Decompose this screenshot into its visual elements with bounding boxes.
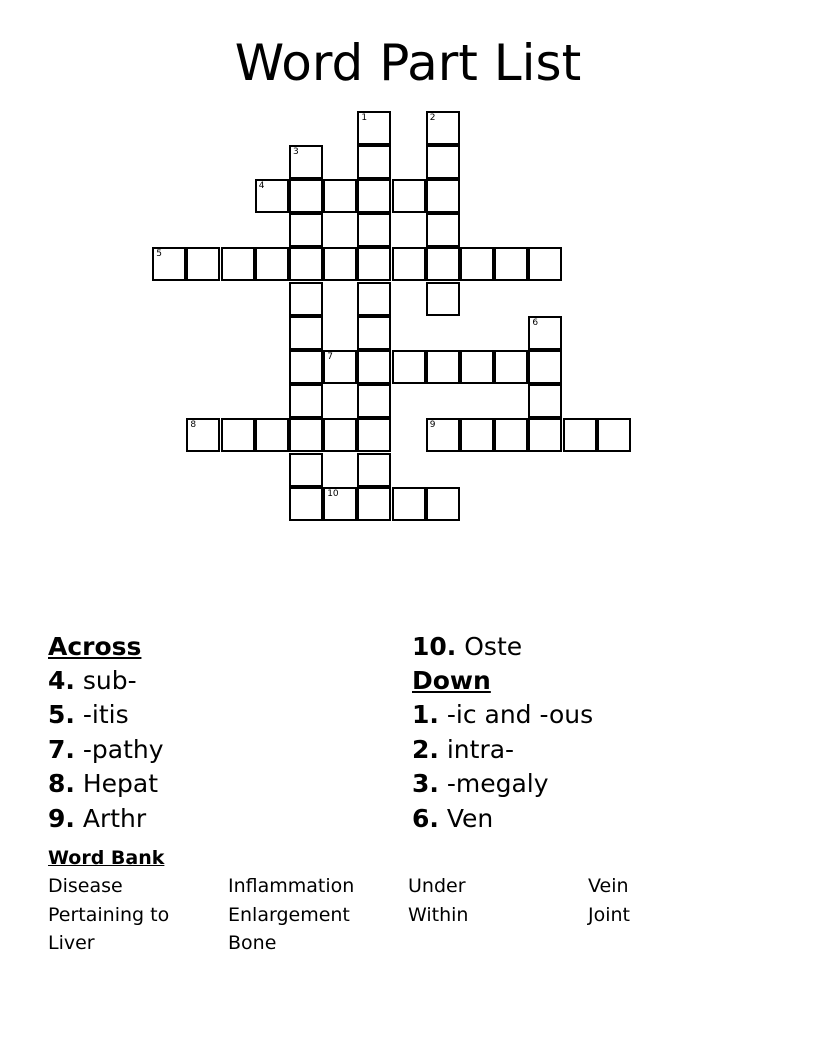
crossword-cell[interactable] <box>426 487 460 521</box>
crossword-cell[interactable] <box>494 247 528 281</box>
word-bank-item: Vein <box>588 875 629 897</box>
clue-number: 7. <box>48 734 75 764</box>
clue-number: 3. <box>412 769 439 799</box>
crossword-cell[interactable] <box>460 247 494 281</box>
crossword-cell[interactable] <box>357 487 391 521</box>
across-clue <box>48 664 408 698</box>
crossword-cell[interactable] <box>426 179 460 213</box>
down-clue <box>412 802 772 836</box>
word-bank-title: Word Bank <box>48 847 165 869</box>
clue-text: Ven <box>446 803 494 833</box>
crossword-cell[interactable] <box>426 418 460 452</box>
crossword-cell[interactable] <box>528 418 562 452</box>
crossword-cell[interactable] <box>392 487 426 521</box>
word-bank-list <box>48 872 788 958</box>
crossword-cell[interactable] <box>426 350 460 384</box>
cell-number: 4 <box>258 181 265 191</box>
crossword-cell[interactable] <box>426 111 460 145</box>
crossword-cell[interactable] <box>221 247 255 281</box>
down-clue <box>412 733 772 767</box>
crossword-cell[interactable] <box>323 418 357 452</box>
clue-text: -megaly <box>446 769 549 799</box>
crossword-cell[interactable] <box>426 145 460 179</box>
word-bank-item: Under <box>408 875 466 897</box>
crossword-cell[interactable] <box>528 316 562 350</box>
crossword-cell[interactable] <box>357 282 391 316</box>
clue-text: sub- <box>82 666 137 695</box>
word-bank <box>48 844 788 958</box>
word-bank-item: Disease <box>48 875 123 897</box>
cell-number: 5 <box>156 249 162 260</box>
crossword-cell[interactable] <box>357 453 391 487</box>
clues-column-left <box>48 630 408 836</box>
crossword-cell[interactable] <box>289 145 323 179</box>
crossword-cell[interactable] <box>289 247 323 281</box>
crossword-cell[interactable] <box>186 418 220 452</box>
clue-number: 1. <box>412 700 439 730</box>
crossword-cell[interactable] <box>357 316 391 350</box>
crossword-cell[interactable] <box>494 418 528 452</box>
cell-number: 3 <box>293 146 299 157</box>
crossword-cell[interactable] <box>289 350 323 384</box>
clue-number: 5. <box>48 700 75 730</box>
crossword-cell[interactable] <box>323 487 357 521</box>
crossword-cell[interactable] <box>460 418 494 452</box>
clue-number: 4. <box>48 666 75 695</box>
cell-number: 8 <box>190 420 197 431</box>
crossword-cell[interactable] <box>426 282 460 316</box>
crossword-cell[interactable] <box>460 350 494 384</box>
crossword-cell[interactable] <box>289 487 323 521</box>
across-heading: Across <box>48 632 142 661</box>
page-title: Word Part List <box>234 34 582 92</box>
across-clue <box>48 767 408 801</box>
crossword-cell[interactable] <box>528 384 562 418</box>
crossword-cell[interactable] <box>528 247 562 281</box>
cell-number: 9 <box>429 420 436 431</box>
clue-number: 9. <box>48 803 75 833</box>
crossword-cell[interactable] <box>597 418 631 452</box>
crossword-cell[interactable] <box>152 247 186 281</box>
across-clue <box>48 698 408 732</box>
cell-number: 2 <box>429 112 436 123</box>
crossword-cell[interactable] <box>289 213 323 247</box>
crossword-cell[interactable] <box>563 418 597 452</box>
clue-number: 6. <box>412 803 439 833</box>
crossword-cell[interactable] <box>357 247 391 281</box>
word-bank-item: Liver <box>48 932 95 954</box>
clue-number: 10. <box>412 632 457 661</box>
crossword-cell[interactable] <box>392 350 426 384</box>
clue-text: Hepat <box>82 769 159 799</box>
crossword-cell[interactable] <box>528 350 562 384</box>
crossword-cell[interactable] <box>255 247 289 281</box>
clue-text: -itis <box>82 700 129 730</box>
crossword-cell[interactable] <box>323 247 357 281</box>
down-clue <box>412 698 772 732</box>
crossword-cell[interactable] <box>255 179 289 213</box>
clues-column-right <box>412 630 772 836</box>
crossword-cell[interactable] <box>289 282 323 316</box>
clue-number: 8. <box>48 769 75 799</box>
crossword-cell[interactable] <box>357 111 391 145</box>
crossword-cell[interactable] <box>357 213 391 247</box>
crossword-cell[interactable] <box>186 247 220 281</box>
down-clue <box>412 767 772 801</box>
word-bank-item: Bone <box>228 932 277 954</box>
crossword-cell[interactable] <box>323 179 357 213</box>
crossword-cell[interactable] <box>289 179 323 213</box>
word-bank-item: Pertaining to <box>48 903 170 926</box>
clue-number: 2. <box>412 734 439 764</box>
cell-number: 7 <box>327 352 333 362</box>
crossword-cell[interactable] <box>357 179 391 213</box>
clue-text: intra- <box>446 734 515 764</box>
crossword-cell[interactable] <box>392 247 426 281</box>
cell-number: 10 <box>327 488 339 499</box>
across-clue <box>48 802 408 836</box>
crossword-cell[interactable] <box>289 384 323 418</box>
word-bank-item: Enlargement <box>228 903 350 926</box>
crossword-cell[interactable] <box>323 350 357 384</box>
crossword-cell[interactable] <box>357 145 391 179</box>
cell-number: 1 <box>361 112 368 123</box>
crossword-cell[interactable] <box>289 418 323 452</box>
clue-text: Arthr <box>82 803 147 833</box>
across-clue <box>48 733 408 767</box>
down-heading: Down <box>412 666 491 696</box>
crossword-cell[interactable] <box>392 179 426 213</box>
clue-text: -ic and -ous <box>446 700 594 730</box>
cell-number: 6 <box>532 317 539 328</box>
clue-text: Oste <box>464 632 523 661</box>
across-clue <box>412 630 772 664</box>
crossword-cell[interactable] <box>357 350 391 384</box>
word-bank-item: Within <box>408 903 469 926</box>
crossword-cell[interactable] <box>221 418 255 452</box>
crossword-cell[interactable] <box>357 418 391 452</box>
crossword-cell[interactable] <box>357 384 391 418</box>
crossword-cell[interactable] <box>289 316 323 350</box>
crossword-cell[interactable] <box>255 418 289 452</box>
crossword-cell[interactable] <box>426 247 460 281</box>
word-bank-item: Inflammation <box>228 875 355 897</box>
crossword-cell[interactable] <box>494 350 528 384</box>
crossword-cell[interactable] <box>426 213 460 247</box>
crossword-cell[interactable] <box>289 453 323 487</box>
clue-text: -pathy <box>82 734 164 764</box>
word-bank-item: Joint <box>588 903 630 926</box>
